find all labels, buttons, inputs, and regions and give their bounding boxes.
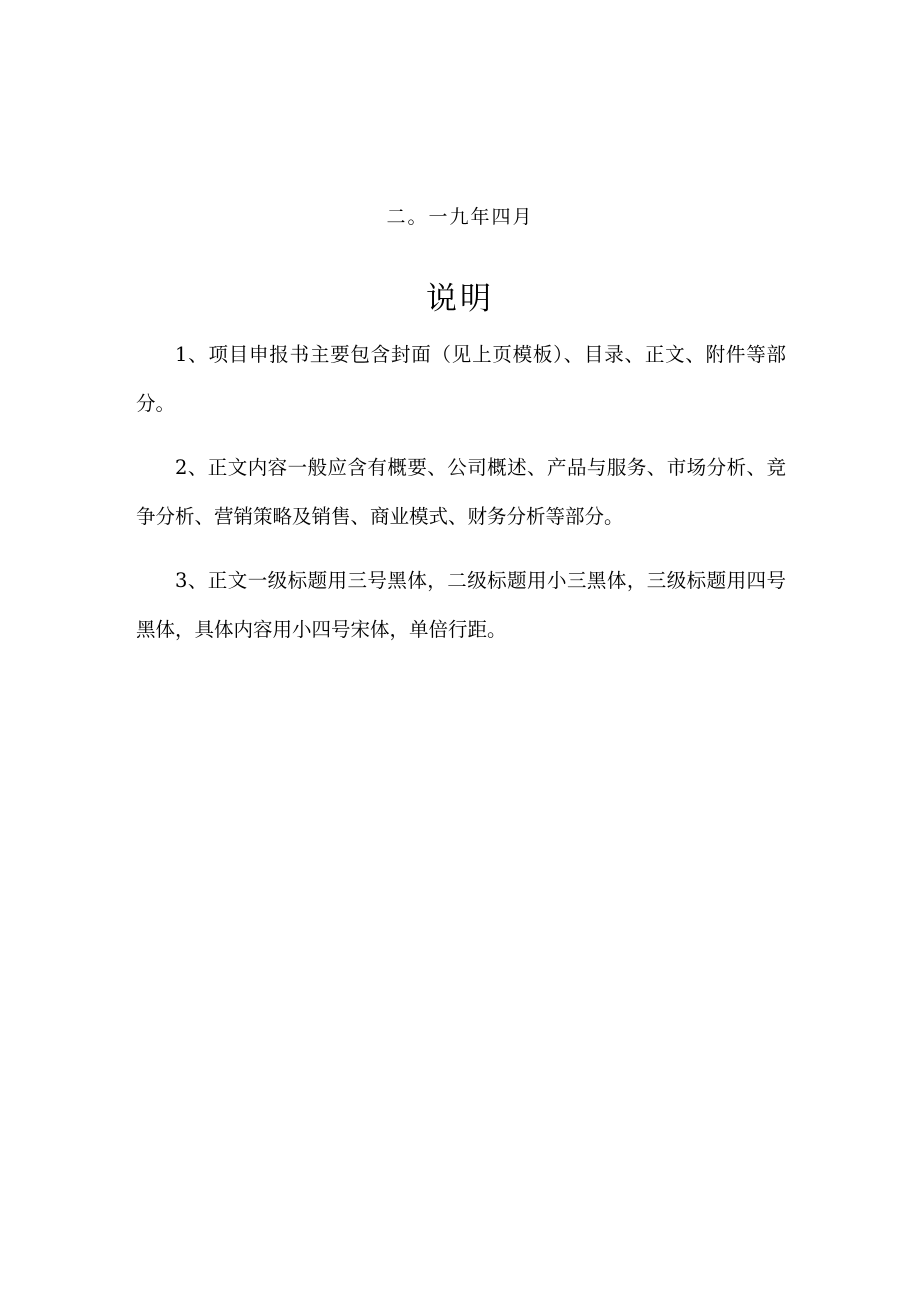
instruction-paragraph-3: 3、正文一级标题用三号黑体，二级标题用小三黑体，三级标题用四号黑体，具体内容用小四号宋体，单倍行距。 (136, 569, 786, 641)
instruction-paragraph-1: 1、项目申报书主要包含封面（见上页模板）、目录、正文、附件等部分。 (136, 343, 786, 415)
section-heading: 说明 (426, 281, 494, 317)
date-line: 二。一九年四月 (386, 206, 534, 228)
instructions-body (136, 330, 786, 669)
instruction-paragraph-2: 2、正文内容一般应含有概要、公司概述、产品与服务、市场分析、竞争分析、营销策略及销售、商业模式、财务分析等部分。 (136, 456, 786, 528)
